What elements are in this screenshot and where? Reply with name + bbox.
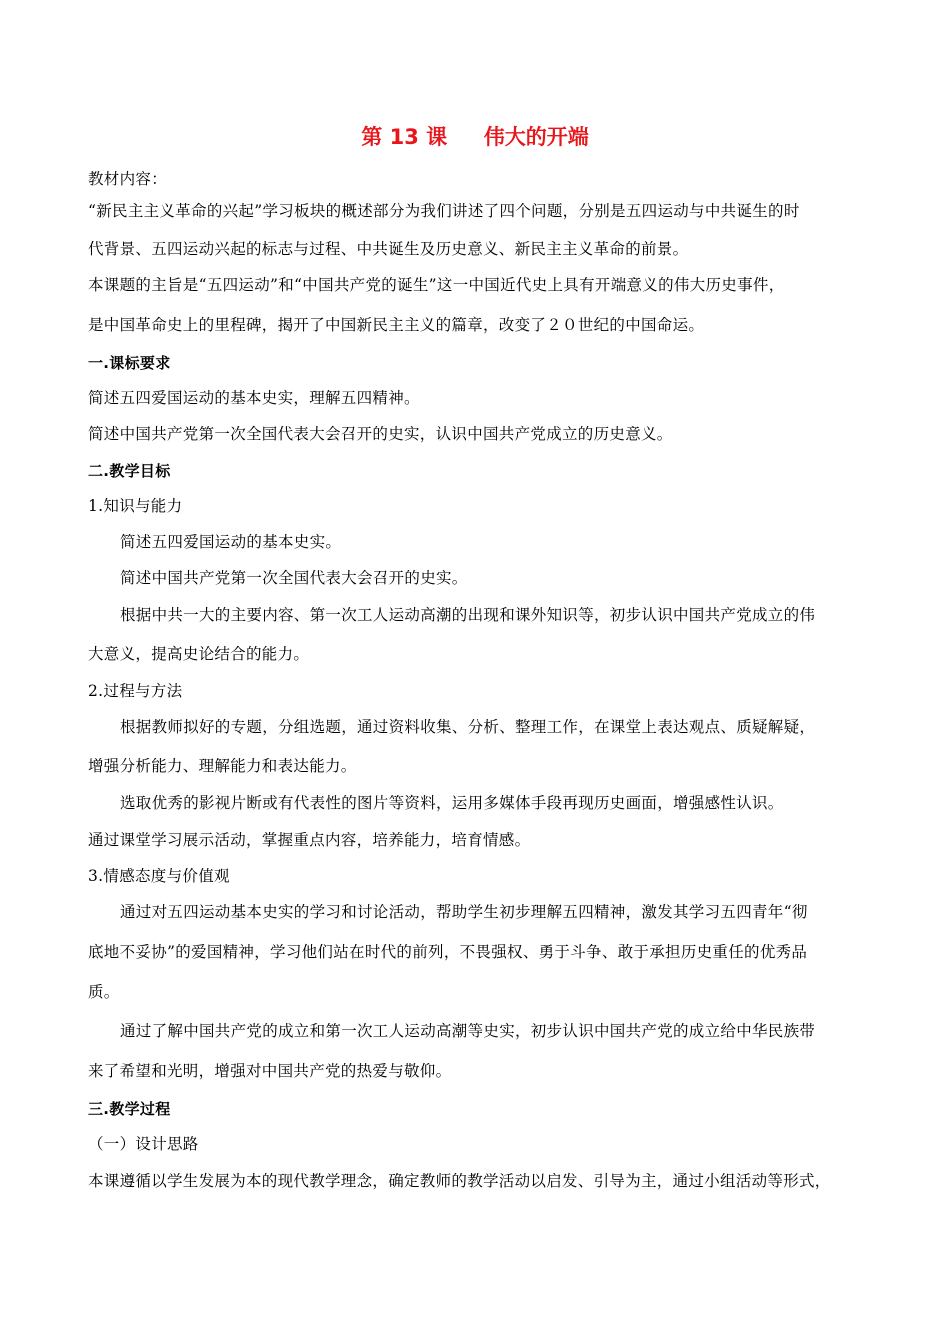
goal-3-heading: 3.情感态度与价值观 <box>88 867 230 885</box>
materials-label: 教材内容： <box>88 170 168 188</box>
goal-2-line-2: 增强分析能力、理解能力和表达能力。 <box>88 757 357 775</box>
goal-2-heading: 2.过程与方法 <box>88 682 183 700</box>
process-1-line-1: 本课遵循以学生发展为本的现代教学理念，确定教师的教学活动以启发、引导为主，通过小组活动等形式， <box>88 1172 831 1190</box>
section-heading-curriculum: 一.课标要求 <box>88 354 171 372</box>
materials-paragraph-1-line-1: “新民主主义革命的兴起”学习板块的概述部分为我们讲述了四个问题，分别是五四运动与中共诞生的时 <box>88 202 800 220</box>
goal-1-heading: 1.知识与能力 <box>88 497 183 515</box>
curriculum-line-2: 简述中国共产党第一次全国代表大会召开的史实，认识中国共产党成立的历史意义。 <box>88 425 673 443</box>
goal-2-line-3: 选取优秀的影视片断或有代表性的图片等资料，运用多媒体手段再现历史画面，增强感性认识。 <box>120 794 784 812</box>
materials-paragraph-1-line-2: 代背景、五四运动兴起的标志与过程、中共诞生及历史意义、新民主主义革命的前景。 <box>88 240 689 258</box>
materials-paragraph-2-line-2: 是中国革命史上的里程碑，揭开了中国新民主主义的篇章，改变了２０世纪的中国命运。 <box>88 316 705 334</box>
goal-3-line-4: 通过了解中国共产党的成立和第一次工人运动高潮等史实，初步认识中国共产党的成立给中华民族带 <box>120 1022 816 1040</box>
goal-3-line-5: 来了希望和光明，增强对中国共产党的热爱与敬仰。 <box>88 1062 452 1080</box>
goal-1-line-2: 简述中国共产党第一次全国代表大会召开的史实。 <box>120 569 468 587</box>
section-heading-process: 三.教学过程 <box>88 1100 171 1118</box>
section-heading-goals: 二.教学目标 <box>88 462 171 480</box>
goal-3-line-1: 通过对五四运动基本史实的学习和讨论活动，帮助学生初步理解五四精神，激发其学习五四青年“彻 <box>120 903 808 921</box>
materials-paragraph-2-line-1: 本课题的主旨是“五四运动”和“中国共产党的诞生”这一中国近代史上具有开端意义的伟大历史事件， <box>88 276 785 294</box>
goal-2-line-4: 通过课堂学习展示活动，掌握重点内容，培养能力，培育情感。 <box>88 831 531 849</box>
goal-1-line-3: 根据中共一大的主要内容、第一次工人运动高潮的出现和课外知识等，初步认识中国共产党成立的伟 <box>120 606 816 624</box>
goal-3-line-2: 底地不妥协”的爱国精神，学习他们站在时代的前列，不畏强权、勇于斗争、敢于承担历史重任的优秀品 <box>88 943 808 961</box>
lesson-title: 第 13 课 伟大的开端 <box>361 125 589 149</box>
goal-1-line-4: 大意义，提高史论结合的能力。 <box>88 645 310 663</box>
process-1-heading: （一）设计思路 <box>88 1135 199 1153</box>
curriculum-line-1: 简述五四爱国运动的基本史实，理解五四精神。 <box>88 389 420 407</box>
goal-1-line-1: 简述五四爱国运动的基本史实。 <box>120 533 342 551</box>
goal-3-line-3: 质。 <box>88 983 120 1001</box>
goal-2-line-1: 根据教师拟好的专题，分组选题，通过资料收集、分析、整理工作，在课堂上表达观点、质疑解疑， <box>120 718 816 736</box>
